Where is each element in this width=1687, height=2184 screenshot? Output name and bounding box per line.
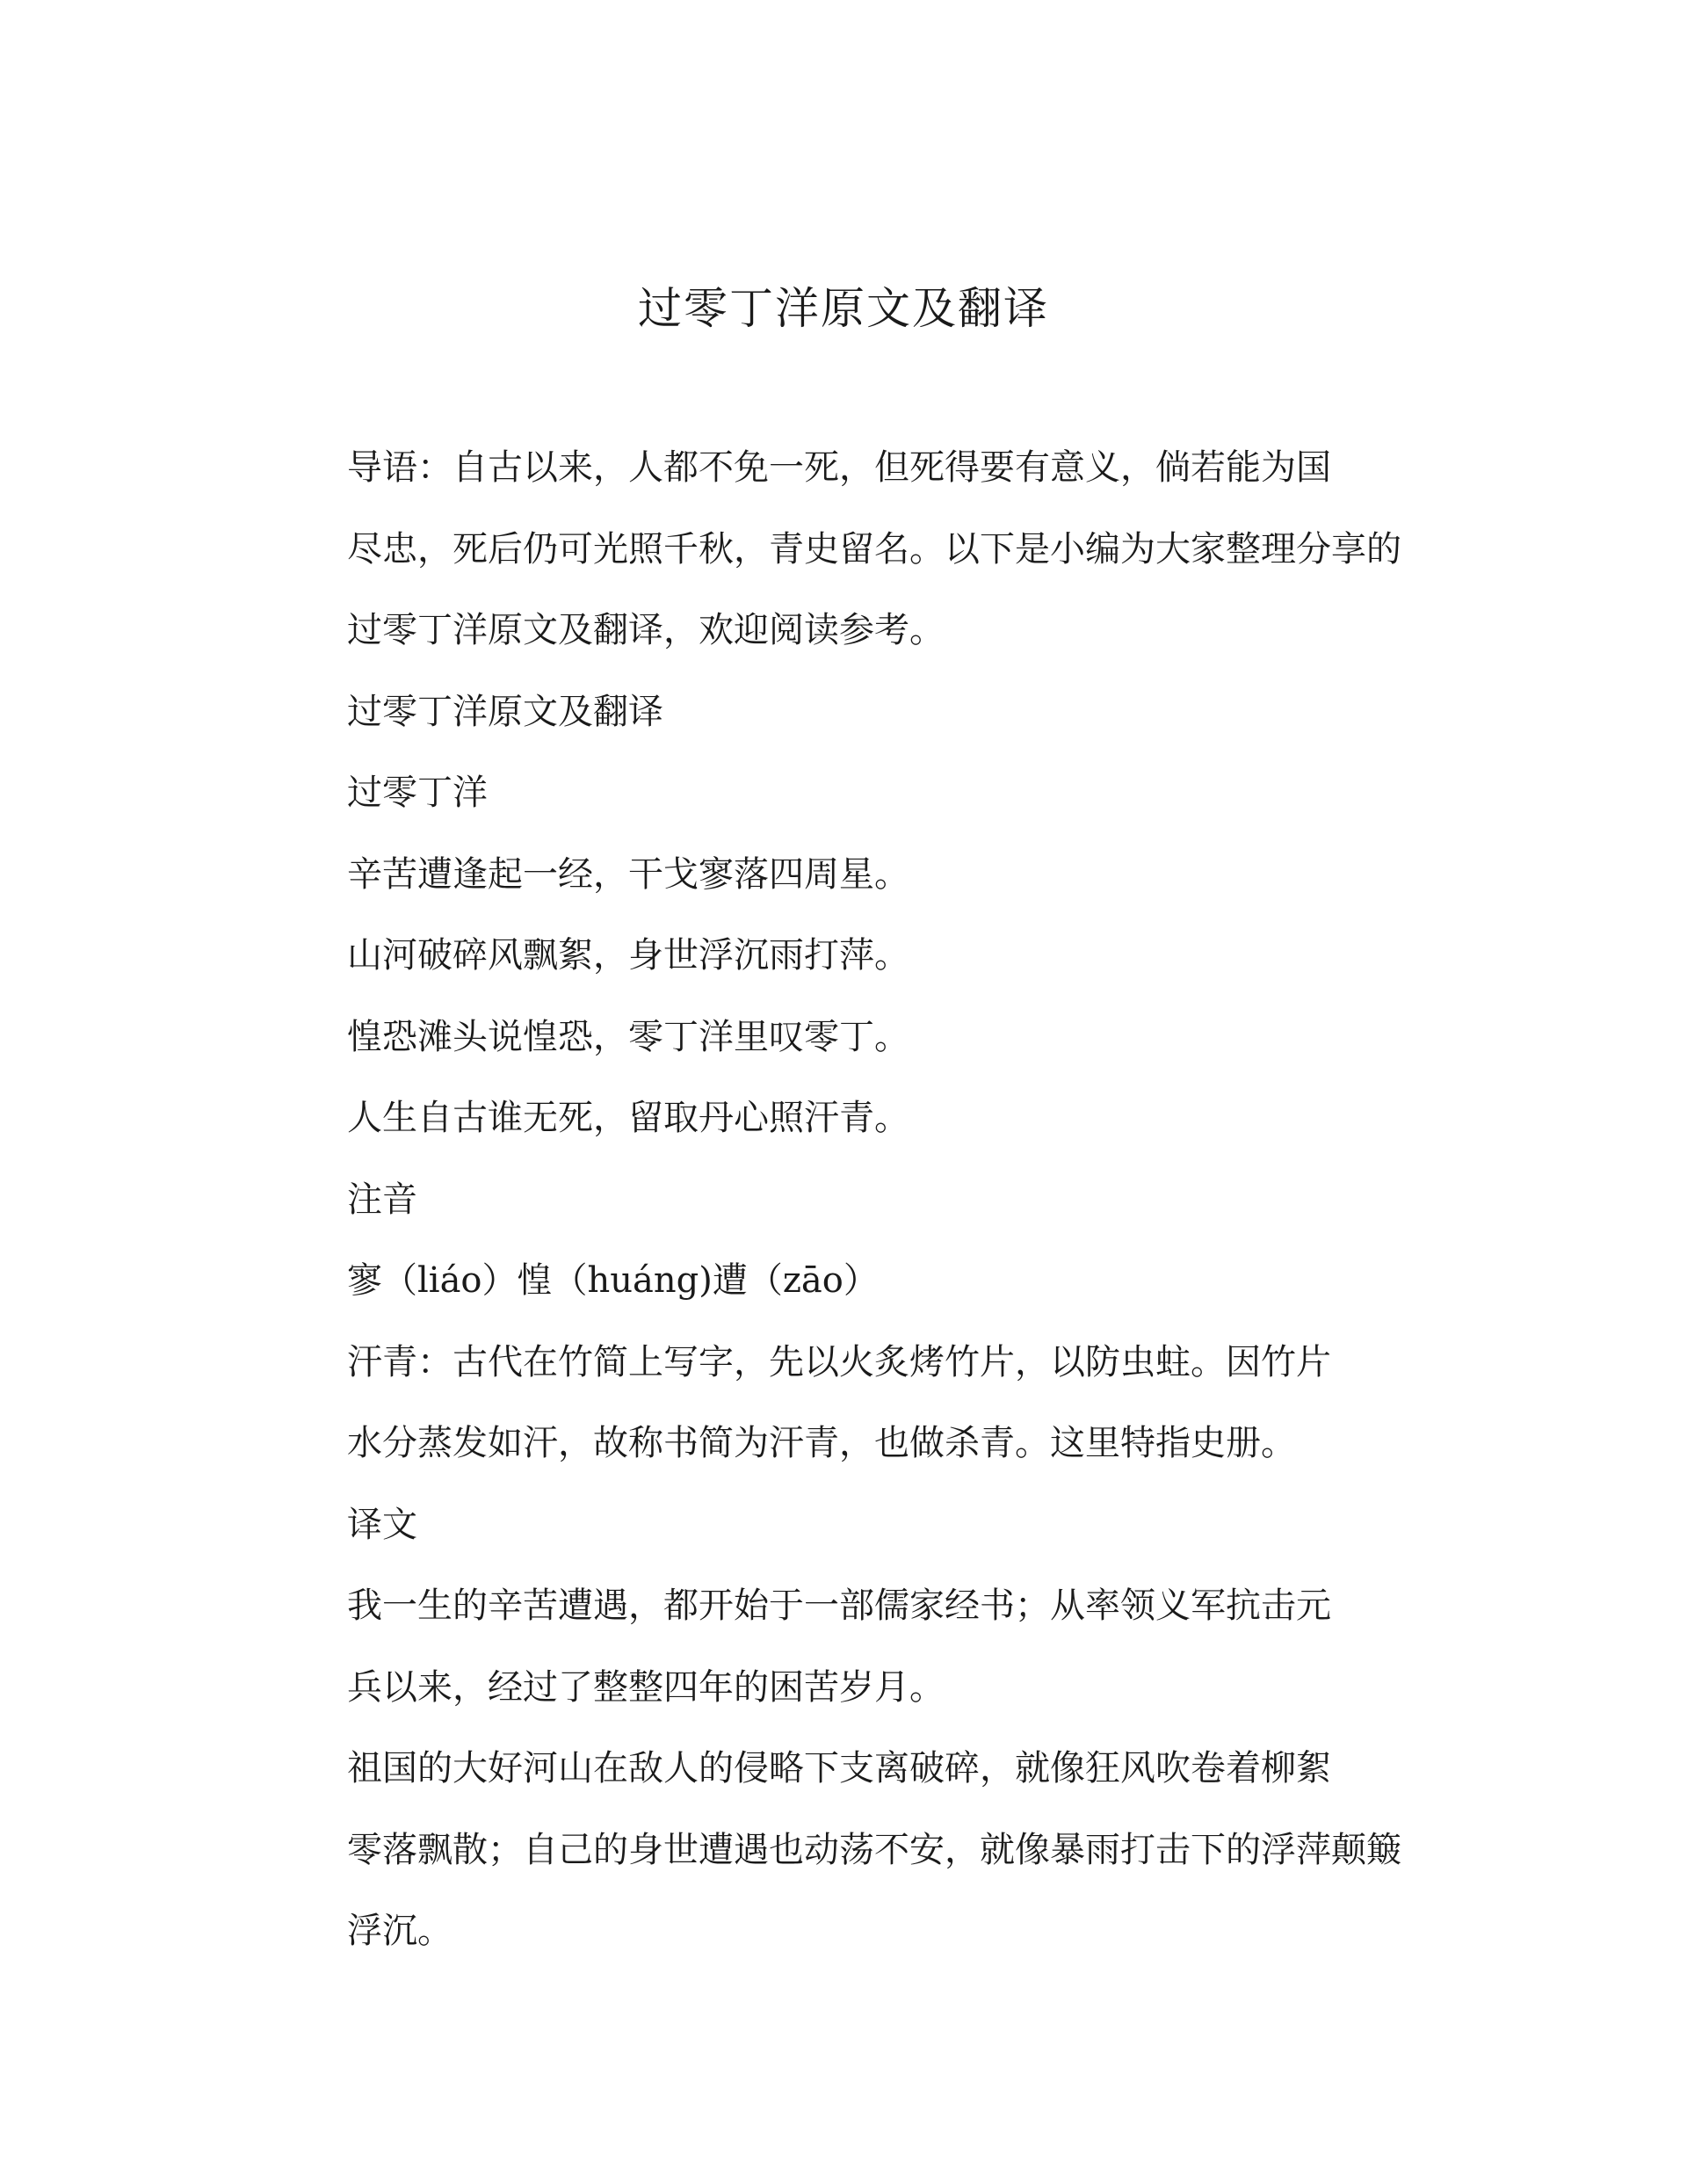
section-heading-translation — [249, 1484, 1430, 1566]
document-body — [249, 427, 1430, 1972]
text-line: 尽忠，死后仍可光照千秋，青史留名。以下是小编为大家整理分享的 — [347, 528, 1401, 570]
text-line: 汗青：古代在竹简上写字，先以火炙烤竹片，以防虫蛀。因竹片 — [347, 1341, 1331, 1382]
text-line: 导语：自古以来，人都不免一死，但死得要有意义，倘若能为国 — [347, 447, 1331, 488]
text-line: 浮沉。 — [347, 1911, 453, 1951]
poem-line — [249, 834, 1430, 916]
poem-line — [249, 1077, 1430, 1159]
translation-paragraph — [249, 1565, 1430, 1728]
text-line: 过零丁洋原文及翻译，欢迎阅读参考。 — [347, 610, 945, 650]
text-line: 兵以来，经过了整整四年的困苦岁月。 — [347, 1666, 945, 1708]
pronunciation-notes — [249, 1240, 1430, 1322]
text-line: 注音 — [347, 1179, 417, 1220]
paragraph-intro — [249, 427, 1430, 671]
text-line: 寥（liáo）惶（huáng)遭（zāo） — [347, 1260, 879, 1301]
text-line: 译文 — [347, 1504, 417, 1545]
text-line: 零落飘散；自己的身世遭遇也动荡不安，就像暴雨打击下的浮萍颠簸 — [347, 1829, 1401, 1870]
text-line: 山河破碎风飘絮，身世浮沉雨打萍。 — [347, 935, 909, 976]
translation-paragraph — [249, 1728, 1430, 1972]
annotation-paragraph — [249, 1322, 1430, 1484]
section-heading-pronunciation — [249, 1159, 1430, 1241]
text-line: 辛苦遭逢起一经，干戈寥落四周星。 — [347, 853, 909, 895]
text-line: 我一生的辛苦遭遇，都开始于一部儒家经书；从率领义军抗击元 — [347, 1585, 1331, 1626]
poem-line — [249, 997, 1430, 1078]
text-line: 惶恐滩头说惶恐，零丁洋里叹零丁。 — [347, 1016, 909, 1057]
section-heading — [249, 671, 1430, 753]
document-title: 过零丁洋原文及翻译 — [638, 283, 1049, 334]
text-line: 过零丁洋 — [347, 773, 488, 813]
text-line: 祖国的大好河山在敌人的侵略下支离破碎，就像狂风吹卷着柳絮 — [347, 1748, 1331, 1789]
poem-title — [249, 752, 1430, 834]
text-line: 水分蒸发如汗，故称书简为汗青，也做杀青。这里特指史册。 — [347, 1423, 1296, 1463]
text-line: 过零丁洋原文及翻译 — [347, 691, 663, 732]
text-line: 人生自古谁无死，留取丹心照汗青。 — [347, 1098, 909, 1138]
poem-line — [249, 915, 1430, 997]
